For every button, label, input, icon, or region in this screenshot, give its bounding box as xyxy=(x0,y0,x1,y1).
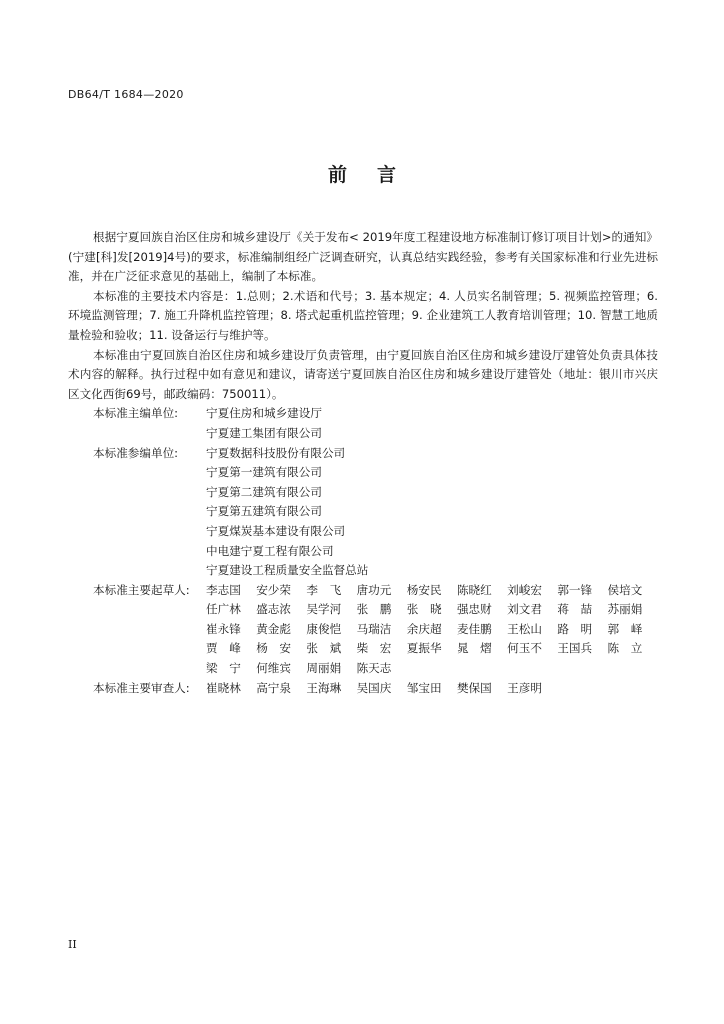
participant-unit: 宁夏煤炭基本建设有限公司 xyxy=(206,523,346,538)
document-code: DB64/T 1684—2020 xyxy=(68,88,184,101)
document-body xyxy=(68,228,658,698)
drafter-name: 何维宾 xyxy=(256,661,291,676)
participant-unit: 宁夏建设工程质量安全监督总站 xyxy=(206,563,369,578)
reviewer-name: 王彦明 xyxy=(507,680,542,695)
paragraph-background: 根据宁夏回族自治区住房和城乡建设厅《关于发布< 2019年度工程建设地方标准制订修订项目计划>的通知》(宁建[科]发[2019]4号)的要求，标准编制组经广泛调查研究，认真总结实践经验，参考有关国家标准和行业先进标准，并在广泛征求意见的基础上，编制了本标准。 xyxy=(68,230,658,284)
drafter-name: 吴学河 xyxy=(306,602,342,617)
drafter-name: 麦佳鹏 xyxy=(456,621,492,636)
reviewers-label: 本标准主要审查人: xyxy=(93,680,190,695)
drafter-name: 路 明 xyxy=(557,621,593,636)
drafter-name: 晁 熠 xyxy=(456,641,492,656)
drafter-name: 刘峻宏 xyxy=(507,582,542,597)
drafter-name: 郭一锋 xyxy=(557,582,593,597)
drafter-name: 杨安民 xyxy=(406,582,442,597)
drafter-name: 任广林 xyxy=(206,602,241,617)
drafter-name: 蒋 喆 xyxy=(557,602,593,617)
drafter-name: 马瑞洁 xyxy=(356,621,392,636)
drafter-name: 王松山 xyxy=(507,621,542,636)
reviewer-name: 崔晓林 xyxy=(206,680,241,695)
participant-units xyxy=(68,444,658,581)
drafter-name: 盛志浓 xyxy=(256,602,291,617)
drafters-label: 本标准主要起草人: xyxy=(93,582,190,597)
drafter-name: 崔永锋 xyxy=(206,621,241,636)
reviewer-name: 邹宝田 xyxy=(406,680,442,695)
drafter-name: 夏振华 xyxy=(406,641,442,656)
drafter-name: 陈晓红 xyxy=(456,582,492,597)
reviewers xyxy=(68,679,658,699)
chief-editor-unit: 宁夏住房和城乡建设厅 xyxy=(206,406,322,421)
drafter-name-list xyxy=(206,581,658,679)
title-char-2: 言 xyxy=(377,164,397,186)
participant-unit: 中电建宁夏工程有限公司 xyxy=(206,543,334,558)
drafter-name: 杨 安 xyxy=(256,641,291,656)
participant-unit: 宁夏第五建筑有限公司 xyxy=(206,504,322,519)
reviewer-name: 王海琳 xyxy=(306,680,342,695)
drafter-name: 张 晓 xyxy=(406,602,442,617)
reviewer-name: 樊保国 xyxy=(456,680,492,695)
drafter-name: 陈 立 xyxy=(607,641,643,656)
drafter-name: 梁 宁 xyxy=(206,661,241,676)
page-title xyxy=(0,160,724,187)
drafter-name: 陈天志 xyxy=(356,661,392,676)
drafter-name: 李志国 xyxy=(206,582,241,597)
drafter-name: 唐功元 xyxy=(356,582,392,597)
drafter-name: 柴 宏 xyxy=(356,641,392,656)
participant-unit: 宁夏数据科技股份有限公司 xyxy=(206,445,346,460)
drafter-name: 刘文君 xyxy=(507,602,542,617)
paragraph-technical-content: 本标准的主要技术内容是：1.总则；2.术语和代号；3. 基本规定；4. 人员实名制管理；5. 视频监控管理；6. 环境监测管理；7. 施工升降机监控管理；8. 塔式起重机监控管理；9. 企业建筑工人教育培训管理；10. 智慧工地质量检验和验收；11. 设备运行与维护等。 xyxy=(68,288,658,342)
drafter-name: 何玉不 xyxy=(507,641,542,656)
drafter-name: 周丽娟 xyxy=(306,661,342,676)
drafter-name: 苏丽娟 xyxy=(607,602,643,617)
drafter-name: 强忠财 xyxy=(456,602,492,617)
page-number: II xyxy=(68,938,77,951)
reviewer-name: 高宁泉 xyxy=(256,680,291,695)
drafter-name: 李 飞 xyxy=(306,582,342,597)
drafter-name: 张 鹏 xyxy=(356,602,392,617)
participant-label: 本标准参编单位: xyxy=(93,445,179,460)
drafter-name: 黄金彪 xyxy=(256,621,291,636)
chief-editor-label: 本标准主编单位: xyxy=(93,406,179,421)
drafter-name: 安少荣 xyxy=(256,582,291,597)
drafter-name: 康俊恺 xyxy=(306,621,342,636)
title-char-1: 前 xyxy=(327,164,347,186)
drafter-name: 张 斌 xyxy=(306,641,342,656)
chief-editor-unit: 宁夏建工集团有限公司 xyxy=(206,425,322,440)
participant-unit: 宁夏第二建筑有限公司 xyxy=(206,484,322,499)
drafter-name: 贾 峰 xyxy=(206,641,241,656)
drafter-name: 王国兵 xyxy=(557,641,593,656)
chief-editor-units xyxy=(68,404,658,443)
drafter-name: 余庆超 xyxy=(406,621,442,636)
drafter-name: 侯培文 xyxy=(607,582,643,597)
participant-unit: 宁夏第一建筑有限公司 xyxy=(206,465,322,480)
paragraph-management: 本标准由宁夏回族自治区住房和城乡建设厅负责管理，由宁夏回族自治区住房和城乡建设厅建管处负责具体技术内容的解释。执行过程中如有意见和建议，请寄送宁夏回族自治区住房和城乡建设厅建管处（地址：银川市兴庆区文化西街69号，邮政编码：750011）。 xyxy=(68,347,658,401)
reviewer-name: 吴国庆 xyxy=(356,680,392,695)
drafter-name: 郭 峄 xyxy=(607,621,643,636)
drafters xyxy=(68,581,658,679)
reviewer-name-list xyxy=(206,679,658,699)
